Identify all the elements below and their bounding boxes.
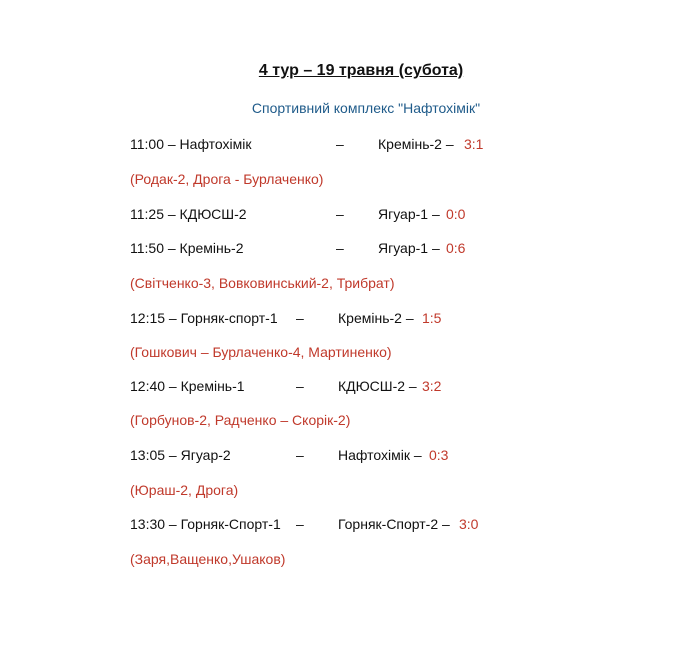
match-time-home: 11:50 – Кремінь-2 (130, 240, 244, 256)
match-row (0, 240, 676, 260)
match-row (0, 310, 676, 330)
match-away-team: Кремінь-2 – (338, 310, 414, 326)
match-away-team: Кремінь-2 – (378, 136, 454, 152)
venue-subtitle: Спортивний комплекс "Нафтохімік" (251, 100, 481, 116)
match-away-team: Горняк-Спорт-2 – (338, 516, 450, 532)
match-score: 1:5 (422, 310, 442, 326)
match-time-home: 12:40 – Кремінь-1 (130, 378, 245, 394)
match-row (0, 378, 676, 398)
match-away-team: Нафтохімік – (338, 447, 422, 463)
match-score: 3:2 (422, 378, 442, 394)
page-title: 4 тур – 19 травня (субота) (258, 62, 464, 79)
match-row (0, 516, 676, 536)
match-scorers: (Гошкович – Бурлаченко-4, Мартиненко) (130, 344, 392, 360)
match-separator: – (296, 447, 304, 463)
match-scorers: (Горбунов-2, Радченко – Скорік-2) (130, 412, 351, 428)
match-time-home: 11:00 – Нафтохімік (130, 136, 252, 152)
match-separator: – (296, 516, 304, 532)
match-away-team: Ягуар-1 – (378, 206, 440, 222)
match-time-home: 13:05 – Ягуар-2 (130, 447, 231, 463)
match-score: 0:6 (446, 240, 466, 256)
match-time-home: 12:15 – Горняк-спорт-1 (130, 310, 278, 326)
match-time-home: 13:30 – Горняк-Спорт-1 (130, 516, 281, 532)
match-scorers: (Заря,Ващенко,Ушаков) (130, 551, 286, 567)
match-separator: – (296, 310, 304, 326)
match-score: 0:0 (446, 206, 466, 222)
match-separator: – (336, 136, 344, 152)
match-row (0, 447, 676, 467)
match-scorers: (Родак-2, Дрога - Бурлаченко) (130, 171, 324, 187)
match-away-team: Ягуар-1 – (378, 240, 440, 256)
match-separator: – (336, 240, 344, 256)
match-separator: – (296, 378, 304, 394)
match-scorers: (Світченко-3, Вовковинський-2, Трибрат) (130, 275, 395, 291)
match-score: 3:1 (464, 136, 484, 152)
match-row (0, 206, 676, 226)
match-separator: – (336, 206, 344, 222)
match-score: 0:3 (429, 447, 449, 463)
match-scorers: (Юраш-2, Дрога) (130, 482, 239, 498)
match-row (0, 136, 676, 156)
match-score: 3:0 (459, 516, 479, 532)
match-away-team: КДЮСШ-2 – (338, 378, 417, 394)
match-time-home: 11:25 – КДЮСШ-2 (130, 206, 247, 222)
